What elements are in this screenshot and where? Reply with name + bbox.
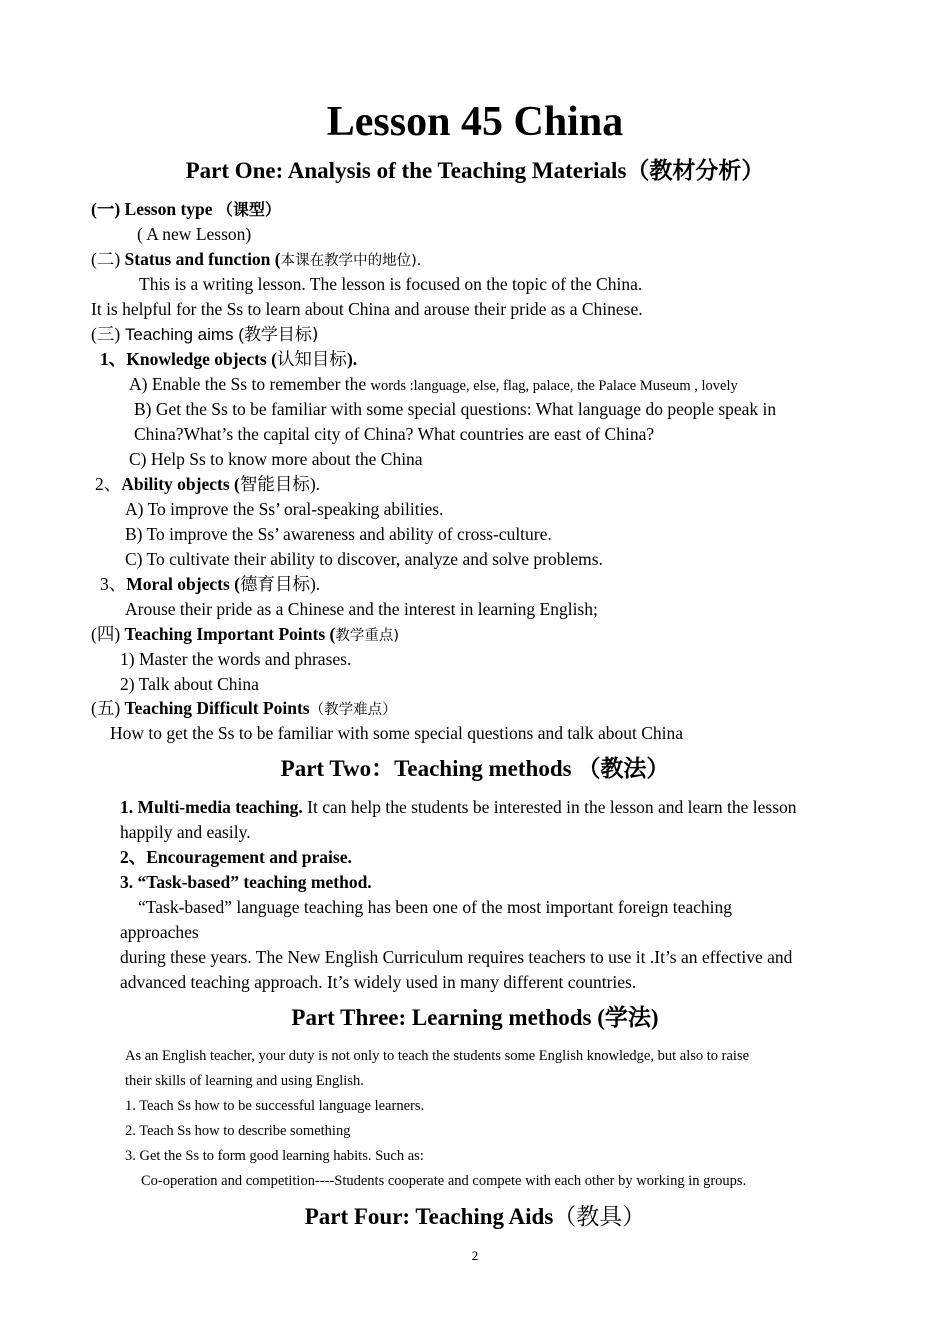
section-label: Lesson type <box>120 199 213 219</box>
part-three-heading <box>0 1002 950 1034</box>
ability-item-c: C) To cultivate their ability to discover, analyze and solve problems. <box>125 549 603 569</box>
section-label: Teaching Difficult Points <box>120 698 310 718</box>
knowledge-item-c: C) Help Ss to know more about the China <box>129 449 423 469</box>
section-label-cn: 教学重点) <box>335 628 400 644</box>
ability-item-b: B) To improve the Ss’ awareness and ability of cross-culture. <box>125 524 552 544</box>
method-1 <box>120 795 797 820</box>
method-3-para-line3: during these years. The New English Curriculum requires teachers to use it .It’s an effective and <box>120 947 793 967</box>
section-num: (三) <box>91 324 121 344</box>
method-3-para-line4: advanced teaching approach. It’s widely used in many different countries. <box>120 972 637 992</box>
learning-method-3-detail: Co-operation and competition----Students cooperate and compete with each other by working in groups. <box>141 1173 747 1189</box>
part-two-heading-en2: Teaching methods <box>394 756 578 781</box>
section-label-cn: 本课在教学中的地位). <box>280 253 422 269</box>
part-four-heading <box>0 1201 950 1233</box>
part-two-heading-en: Part Two <box>280 756 372 781</box>
moral-text: Arouse their pride as a Chinese and the interest in learning English; <box>125 599 598 619</box>
section-teaching-aims <box>91 322 319 348</box>
moral-objects-heading <box>100 572 320 598</box>
knowledge-item-a <box>129 372 738 399</box>
part-one-heading <box>0 155 950 187</box>
section-lesson-type <box>91 197 281 222</box>
knowledge-a-main: A) Enable the Ss to remember the <box>129 374 371 394</box>
section-num: (二) <box>91 249 121 269</box>
moral-num: 3、 <box>100 574 127 594</box>
part-one-heading-en: Part One: Analysis of the Teaching Materials <box>185 158 627 183</box>
section-difficult-points <box>91 696 397 723</box>
ability-num: 2、 <box>95 474 122 494</box>
part-three-heading-end: ) <box>650 1005 659 1030</box>
lesson-title: Lesson 45 China <box>326 99 624 145</box>
section-important-points <box>91 622 399 649</box>
part-four-heading-cn: （教具） <box>553 1204 646 1230</box>
ability-label-cn: 智能目标 <box>239 475 310 495</box>
part-three-heading-cn: 学法 <box>604 1005 651 1031</box>
learning-method-2: 2. Teach Ss how to describe something <box>125 1123 351 1139</box>
method-3-para-line1: “Task-based” language teaching has been one of the most important foreign teaching <box>138 897 733 917</box>
method-3: 3. “Task-based” teaching method. <box>120 872 372 892</box>
ability-label-end: ). <box>309 474 321 494</box>
knowledge-item-b-line2: China?What’s the capital city of China? What countries are east of China? <box>134 424 655 444</box>
difficult-points-text: How to get the Ss to be familiar with some special questions and talk about China <box>110 723 684 743</box>
lesson-type-text: ( A new Lesson) <box>137 224 252 244</box>
status-line-1: This is a writing lesson. The lesson is focused on the topic of the China. <box>139 274 643 294</box>
section-status <box>91 247 421 274</box>
method-2: 2、Encouragement and praise. <box>120 847 352 867</box>
learning-method-1: 1. Teach Ss how to be successful language learners. <box>125 1098 425 1114</box>
part-two-colon: ： <box>371 756 395 782</box>
section-label: Status and function ( <box>120 249 281 269</box>
section-label-cn: （教学难点） <box>309 702 397 718</box>
important-point-1: 1) Master the words and phrases. <box>120 649 352 669</box>
ability-label: Ability objects ( <box>121 474 240 494</box>
moral-label-cn: 德育目标 <box>239 575 310 595</box>
moral-label-end: ). <box>309 574 321 594</box>
knowledge-label-end: ). <box>346 349 358 369</box>
method-1-label: 1. Multi-media teaching. <box>120 797 303 817</box>
part-two-heading <box>0 753 950 785</box>
section-num: (一) <box>91 199 121 219</box>
method-1-text: It can help the students be interested in the lesson and learn the lesson <box>302 797 797 817</box>
knowledge-objects-heading <box>100 347 357 373</box>
section-label: Teaching aims ( <box>120 325 244 344</box>
learning-line-2: their skills of learning and using English. <box>125 1073 364 1089</box>
section-num: (四) <box>91 624 121 644</box>
method-1-text-cont: happily and easily. <box>120 822 251 842</box>
section-label: Teaching Important Points ( <box>120 624 336 644</box>
section-label-cn: 教学目标) <box>243 325 319 345</box>
page-number: 2 <box>471 1248 479 1263</box>
section-num: (五) <box>91 698 121 718</box>
status-line-2: It is helpful for the Ss to learn about China and arouse their pride as a Chinese. <box>91 299 643 319</box>
learning-method-3: 3. Get the Ss to form good learning habits. Such as: <box>125 1148 424 1164</box>
knowledge-label-cn: 认知目标 <box>276 350 347 370</box>
knowledge-item-b-line1: B) Get the Ss to be familiar with some special questions: What language do people speak in <box>134 399 777 419</box>
part-one-heading-cn: （教材分析） <box>626 158 765 184</box>
method-3-para-line2: approaches <box>120 922 199 942</box>
section-label-cn: （课型） <box>216 200 281 219</box>
part-three-heading-en: Part Three: Learning methods ( <box>291 1005 605 1030</box>
moral-label: Moral objects ( <box>126 574 240 594</box>
part-two-heading-cn: （教法） <box>577 756 670 782</box>
important-point-2: 2) Talk about China <box>120 674 259 694</box>
knowledge-a-words: words :language, else, flag, palace, the Palace Museum , lovely <box>370 378 738 394</box>
ability-item-a: A) To improve the Ss’ oral-speaking abilities. <box>125 499 444 519</box>
part-four-heading-en: Part Four: Teaching Aids <box>304 1204 554 1229</box>
learning-line-1: As an English teacher, your duty is not only to teach the students some English knowledge, but also to raise <box>125 1048 750 1064</box>
ability-objects-heading <box>95 472 320 498</box>
knowledge-label: 1、Knowledge objects ( <box>100 349 277 369</box>
